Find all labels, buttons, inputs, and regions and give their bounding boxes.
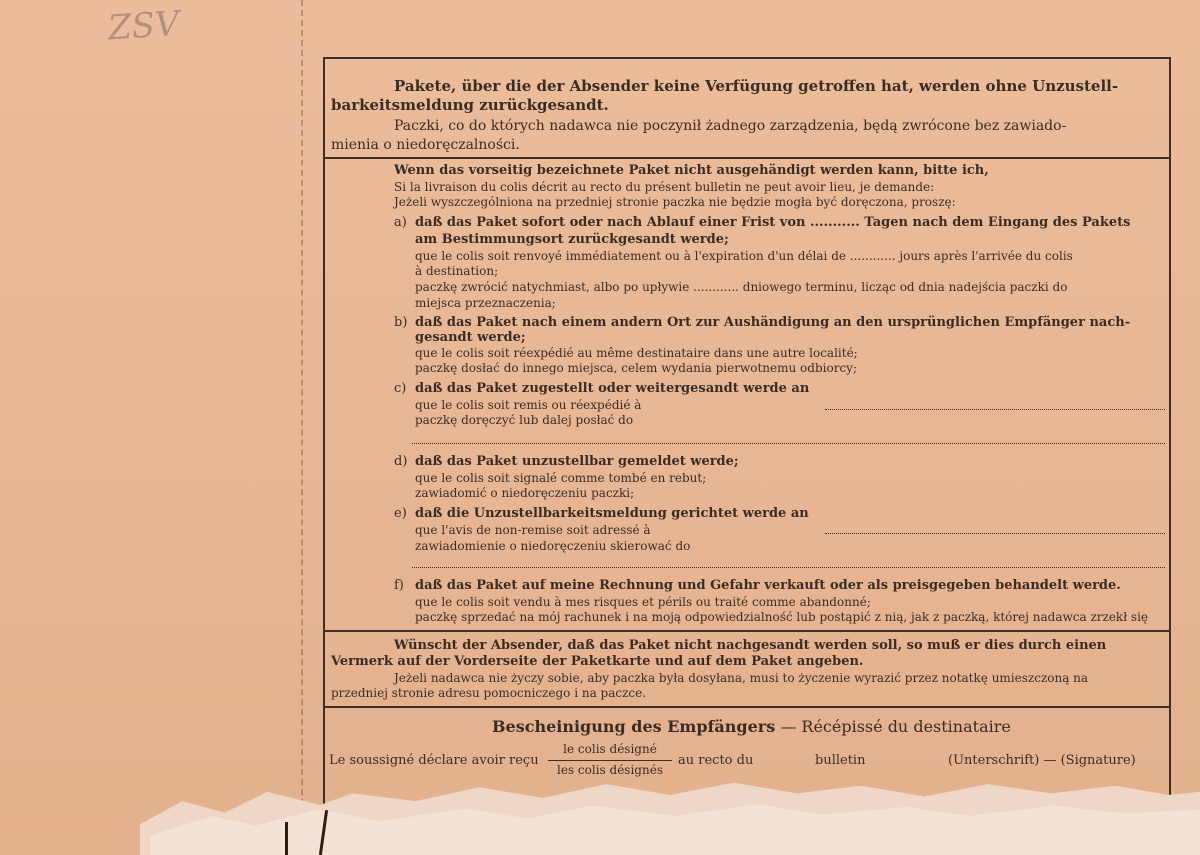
option-a-de2: am Bestimmungsort zurückgesandt werde; <box>415 232 729 247</box>
option-c-address-line2 <box>412 443 1165 444</box>
option-e-address-line2 <box>412 567 1165 568</box>
option-f-de: daß das Paket auf meine Rechnung und Gefahr verkauft oder als preisgegeben behandelt werde. <box>415 578 1121 593</box>
option-c-letter: c) <box>394 381 407 396</box>
receipt-title-dash: — <box>780 717 797 736</box>
option-e-pl: zawiadomienie o niedoręczeniu skierować do <box>415 539 691 553</box>
option-f-letter: f) <box>394 578 404 593</box>
notice-de2: Vermerk auf der Vorderseite der Paketkarte und auf dem Paket angeben. <box>331 654 864 669</box>
header-de-line2: barkeitsmeldung zurückgesandt. <box>331 96 609 114</box>
option-f-fr: que le colis soit vendu à mes risques et périls ou traité comme abandonné; <box>415 595 871 609</box>
ink-mark-left <box>285 822 288 855</box>
handwritten-mark: ZSV <box>106 3 181 49</box>
notice-de1: Wünscht der Absender, daß das Paket nicht nachgesandt werden soll, so muß er dies durch einen <box>394 638 1107 653</box>
receipt-lead: Le soussigné déclare avoir reçu <box>329 753 539 768</box>
perforation-line <box>301 0 303 855</box>
option-d-de: daß das Paket unzustellbar gemeldet werde; <box>415 454 739 469</box>
option-a-pl1: paczkę zwrócić natychmiast, albo po upływie ............ dniowego terminu, licząc od dnia nadejścia paczki do <box>415 280 1068 294</box>
option-e-address-line1 <box>825 533 1165 534</box>
option-c-de: daß das Paket zugestellt oder weitergesandt werde an <box>415 381 810 396</box>
divider-options <box>325 630 1169 632</box>
option-b-fr: que le colis soit réexpédié au même destinataire dans une autre localité; <box>415 346 858 360</box>
header-de-line1: Pakete, über die der Absender keine Verfügung getroffen hat, werden ohne Unzustell- <box>394 77 1119 95</box>
option-c-address-line1 <box>825 409 1165 410</box>
option-d-pl: zawiadomić o niedoręczeniu paczki; <box>415 486 635 500</box>
header-pl-line2: mienia o niedoręczalności. <box>331 137 520 153</box>
option-e-fr: que l'avis de non-remise soit adressé à <box>415 523 651 537</box>
option-b-pl: paczkę dosłać do innego miejsca, celem wydania pierwotnemu odbiorcy; <box>415 361 857 375</box>
header-pl-line1: Paczki, co do których nadawca nie poczynił żadnego zarządzenia, będą zwrócone bez zawiado- <box>394 118 1067 134</box>
notice-pl1: Jeżeli nadawca nie życzy sobie, aby paczka była dosyłana, musi to życzenie wyrazić przez notatkę umieszczoną na <box>394 671 1089 685</box>
option-e-de: daß die Unzustellbarkeitsmeldung gerichtet werde an <box>415 506 809 521</box>
notice-pl2: przedniej stronie adresu pomocniczego i na paczce. <box>331 686 647 700</box>
divider-top <box>325 157 1169 159</box>
intro-pl: Jeżeli wyszczególniona na przedniej stronie paczka nie będzie mogła być doręczona, proszę: <box>394 195 956 209</box>
receipt-fraction-bar <box>548 760 672 761</box>
receipt-mid: au recto du <box>678 753 754 768</box>
receipt-title <box>492 717 1011 736</box>
receipt-fraction-top: le colis désigné <box>563 742 657 756</box>
option-a-fr2: à destination; <box>415 264 499 278</box>
receipt-title-fr: Récépissé du destinataire <box>801 717 1011 736</box>
option-b-letter: b) <box>394 315 408 330</box>
receipt-bulletin: bulletin <box>815 753 866 768</box>
option-d-letter: d) <box>394 454 408 469</box>
option-a-de1: daß das Paket sofort oder nach Ablauf einer Frist von ........... Tagen nach dem Eingang des Pakets <box>415 215 1131 230</box>
option-f-pl: paczkę sprzedać na mój rachunek i na moją odpowiedzialność lub postąpić z nią, jak z paczką, której nadawca zrzekł się <box>415 610 1149 624</box>
option-c-fr: que le colis soit remis ou réexpédié à <box>415 398 642 412</box>
intro-fr: Si la livraison du colis décrit au recto du présent bulletin ne peut avoir lieu, je demande: <box>394 180 935 194</box>
option-e-letter: e) <box>394 506 407 521</box>
option-b-de1: daß das Paket nach einem andern Ort zur Aushändigung an den ursprünglichen Empfänger nach- <box>415 315 1131 330</box>
receipt-title-de: Bescheinigung des Empfängers <box>492 717 776 736</box>
divider-receipt <box>325 706 1169 708</box>
option-a-letter: a) <box>394 215 407 230</box>
option-b-de2: gesandt werde; <box>415 330 526 345</box>
option-d-fr: que le colis soit signalé comme tombé en rebut; <box>415 471 707 485</box>
option-a-fr1: que le colis soit renvoyé immédiatement ou à l'expiration d'un délai de ............ jours après l'arrivée du colis <box>415 249 1073 263</box>
receipt-fraction-bottom: les colis désignés <box>557 763 663 777</box>
option-c-pl: paczkę doręczyć lub dalej posłać do <box>415 413 634 427</box>
option-a-pl2: miejsca przeznaczenia; <box>415 296 556 310</box>
intro-de: Wenn das vorseitig bezeichnete Paket nicht ausgehändigt werden kann, bitte ich, <box>394 163 989 178</box>
receipt-signature-label: (Unterschrift) — (Signature) <box>948 753 1136 768</box>
